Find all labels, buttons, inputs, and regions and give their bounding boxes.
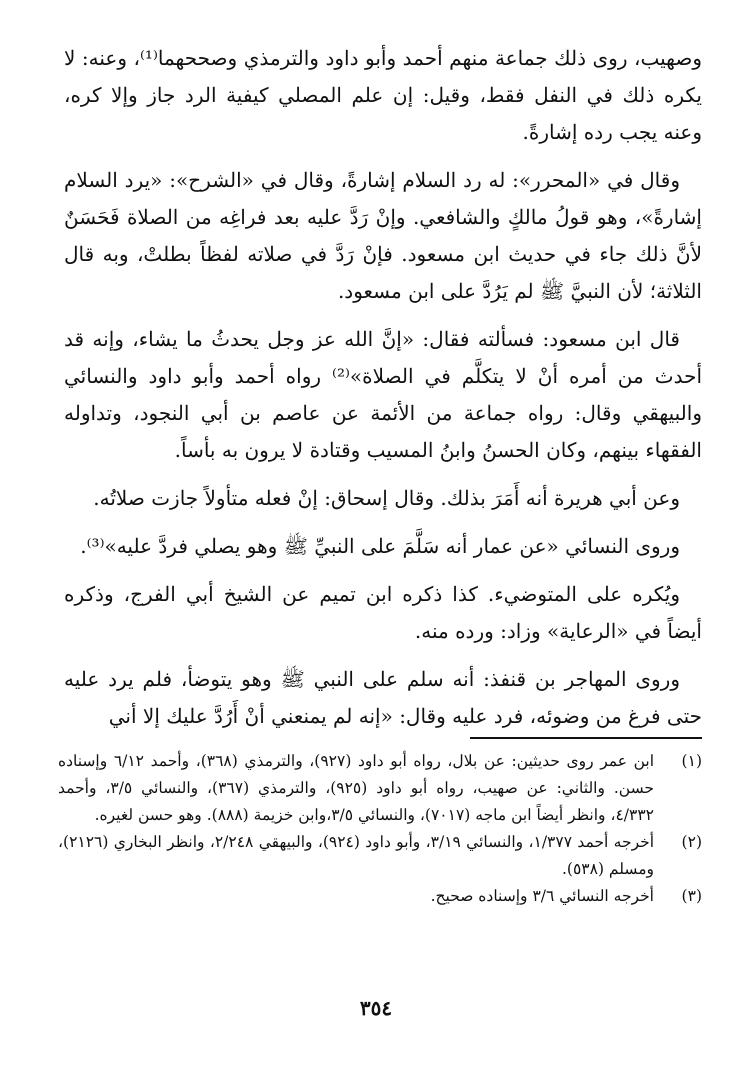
- paragraph-6: ويُكره على المتوضيء. كذا ذكره ابن تميم عن الشيخ أبي الفرج، وذكره أيضاً في «الرعاية» وزاد: ورده منه.: [64, 582, 702, 643]
- footnotes: [58, 748, 702, 910]
- paragraph-2: وقال في «المحرر»: له رد السلام إشارةً، وقال في «الشرح»: «يرد السلام إشارةً»، وهو قولُ مالكٍ والشافعي. وإنْ رَدَّ عليه بعد فراغِه من الصلاة فَحَسَنٌ لأنَّ ذلك جاء في حديث ابن مسعود. فإنْ رَدَّ في صلاته لفظاً بطلتْ، وبه قال الثلاثة؛ لأن النبيَّ ﷺ لم يَرُدَّ على ابن مسعود.: [64, 168, 702, 303]
- paragraph-3: قال ابن مسعود: فسألته فقال: «إنَّ الله عز وجل يحدثُ ما يشاء، وإنه قد أحدث من أمره أنْ لا يتكلَّم في الصلاة»⁽²⁾ رواه أحمد وأبو داود والنسائي والبيهقي وقال: رواه جماعة من الأئمة عن عاصم بن أبي النجود، وتداوله الفقهاء بينهم، وكان الحسنُ وابنُ المسيب وقتادة لا يرون به بأساً.: [64, 327, 702, 462]
- footnote-1: [58, 748, 702, 829]
- footnote-number: (٢): [681, 833, 702, 851]
- footnote-text: أخرجه النسائي ٣/٦ وإسناده صحيح.: [430, 887, 654, 905]
- paragraph-5: وروى النسائي «عن عمار أنه سَلَّمَ على النبيِّ ﷺ وهو يصلي فردَّ عليه»⁽³⁾.: [80, 534, 680, 558]
- footnote-text: ابن عمر روى حديثين: عن بلال، رواه أبو داود (٩٢٧)، والترمذي (٣٦٨)، وأحمد ٦/١٢ وإسناده حسن. والثاني: عن صهيب، رواه أبو داود (٩٢٥)، والترمذي (٣٦٧)، والنسائي ٣/٥، وأحمد ٤/٣٣٢، وانظر أيضاً ابن ماجه (٧٠١٧)، والنسائي ٣/٥،وابن خزيمة (٨٨٨). وهو حسن لغيره.: [58, 752, 655, 824]
- footnote-divider: [470, 737, 702, 739]
- footnote-text: أخرجه أحمد ١/٣٧٧، والنسائي ٣/١٩، وأبو داود (٩٢٤)، والبيهقي ٢/٢٤٨، وانظر البخاري (٢١٢٦)، ومسلم (٥٣٨).: [58, 833, 655, 878]
- footnote-3: [58, 883, 702, 910]
- footnote-number: (٣): [681, 887, 702, 905]
- page-number: ٣٥٤: [359, 996, 393, 1020]
- paragraph-1: وصهيب، روى ذلك جماعة منهم أحمد وأبو داود والترمذي وصححهما⁽¹⁾، وعنه: لا يكره ذلك في النفل فقط، وقيل: إن علم المصلي كيفية الرد جاز وإلا كره، وعنه يجب رده إشارةً.: [64, 46, 702, 144]
- footnote-number: (١): [681, 752, 702, 770]
- footnote-2: [58, 829, 702, 883]
- main-text: [64, 40, 702, 746]
- paragraph-7: وروى المهاجر بن قنفذ: أنه سلم على النبي ﷺ وهو يتوضأ، فلم يرد عليه حتى فرغ من وضوئه، فرد عليه وقال: «إنه لم يمنعني أنْ أَرُدَّ عليك إلا أني: [64, 667, 702, 728]
- paragraph-4: وعن أبي هريرة أنه أَمَرَ بذلك. وقال إسحاق: إنْ فعله متأولاً جازت صلاتُه.: [93, 486, 680, 510]
